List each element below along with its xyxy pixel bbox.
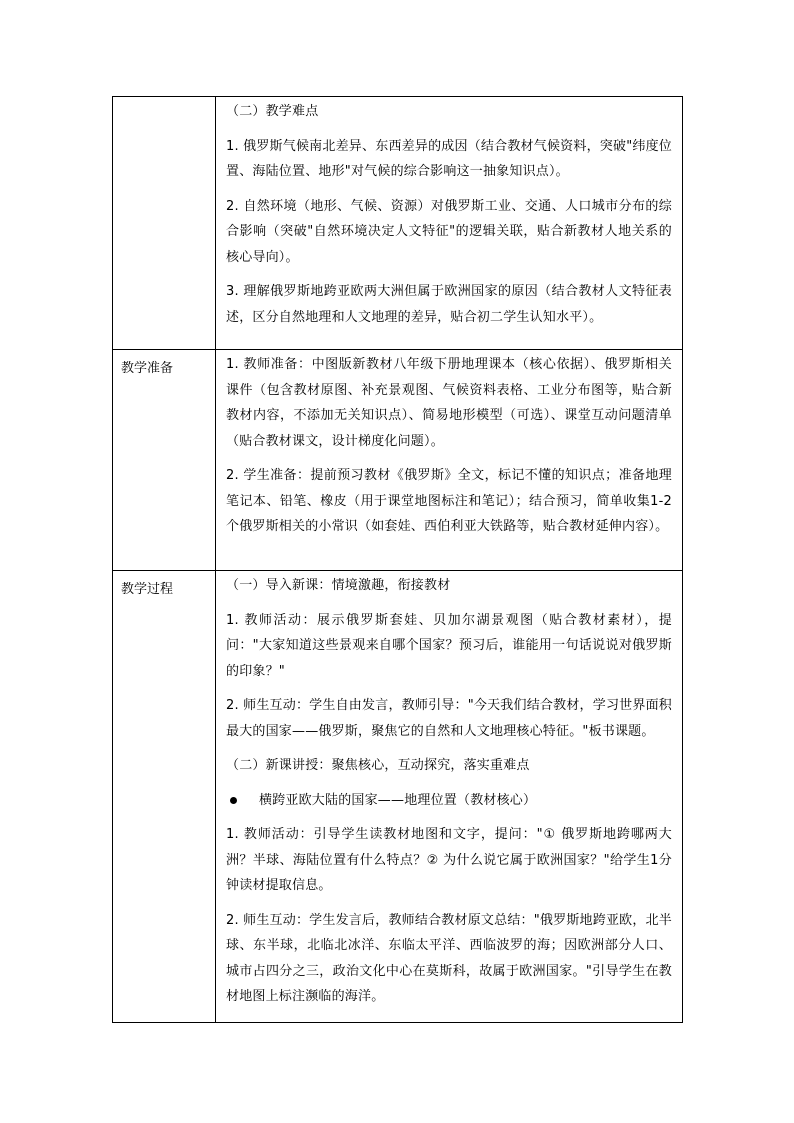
bullet-text: 横跨亚欧大陆的国家——地理位置（教材核心）: [259, 792, 537, 808]
row-label: 教学准备: [121, 361, 174, 376]
paragraph: 2. 自然环境（地形、气候、资源）对俄罗斯工业、交通、人口城市分布的综合影响（突破"自然环境决定人文特征"的逻辑关联，贴合新教材人地关系的核心导向）。: [226, 198, 672, 265]
section-heading: （一）导入新课：情境激趣，衔接教材: [226, 578, 451, 593]
row-label-cell: [113, 571, 216, 1023]
table-row-process: [113, 571, 683, 1023]
row-label-cell: [113, 350, 216, 571]
row-content-cell: [216, 350, 683, 571]
paragraph: 2. 师生互动：学生发言后，教师结合教材原文总结："俄罗斯地跨亚欧，北半球、东半球，北临北冰洋、东临太平洋、西临波罗的海；因欧洲部分人口、城市占四分之三，政治文化中心在莫斯科，故属于欧洲国家。"引导学生在教材地图上标注濒临的海洋。: [226, 912, 672, 1004]
section-heading: （二）教学难点: [226, 104, 319, 119]
row-label: 教学过程: [121, 582, 174, 597]
bullet-item: [226, 788, 672, 814]
paragraph: 1. 教师活动：展示俄罗斯套娃、贝加尔湖景观图（贴合教材素材），提问："大家知道这些景观来自哪个国家？预习后，谁能用一句话说说对俄罗斯的印象？": [226, 612, 672, 679]
table-row-preparation: [113, 350, 683, 571]
paragraph: 2. 学生准备：提前预习教材《俄罗斯》全文，标记不懂的知识点；准备地理笔记本、铅笔、橡皮（用于课堂地图标注和笔记）；结合预习，简单收集1-2个俄罗斯相关的小常识（如套娃、西伯利亚大铁路等，贴合教材延伸内容）。: [226, 468, 672, 534]
section-heading: （二）新课讲授：聚焦核心，互动探究，落实重难点: [226, 758, 530, 773]
lesson-plan-table: [112, 96, 683, 1023]
paragraph: 1. 俄罗斯气候南北差异、东西差异的成因（结合教材气候资料，突破"纬度位置、海陆位置、地形"对气候的综合影响这一抽象知识点）。: [226, 138, 672, 179]
bullet-icon: [230, 797, 237, 804]
paragraph: 1. 教师活动：引导学生读教材地图和文字，提问："① 俄罗斯地跨哪两大洲？半球、海陆位置有什么特点？② 为什么说它属于欧洲国家？"给学生1分钟读材提取信息。: [226, 827, 672, 893]
table-row-difficulties: [113, 97, 683, 350]
paragraph: 1. 教师准备：中图版新教材八年级下册地理课本（核心依据）、俄罗斯相关课件（包含教材原图、补充景观图、气候资料表格、工业分布图等，贴合新教材内容，不添加无关知识点）、简易地形模型（可选）、课堂互动问题清单（贴合教材课文，设计梯度化问题）。: [226, 357, 672, 449]
paragraph: 3. 理解俄罗斯地跨亚欧两大洲但属于欧洲国家的原因（结合教材人文特征表述，区分自然地理和人文地理的差异，贴合初二学生认知水平）。: [226, 284, 672, 325]
row-content-cell: [216, 97, 683, 350]
row-label-cell: [113, 97, 216, 350]
row-content-cell: [216, 571, 683, 1023]
paragraph: 2. 师生互动：学生自由发言，教师引导："今天我们结合教材，学习世界面积最大的国家——俄罗斯，聚焦它的自然和人文地理核心特征。"板书课题。: [226, 698, 672, 739]
